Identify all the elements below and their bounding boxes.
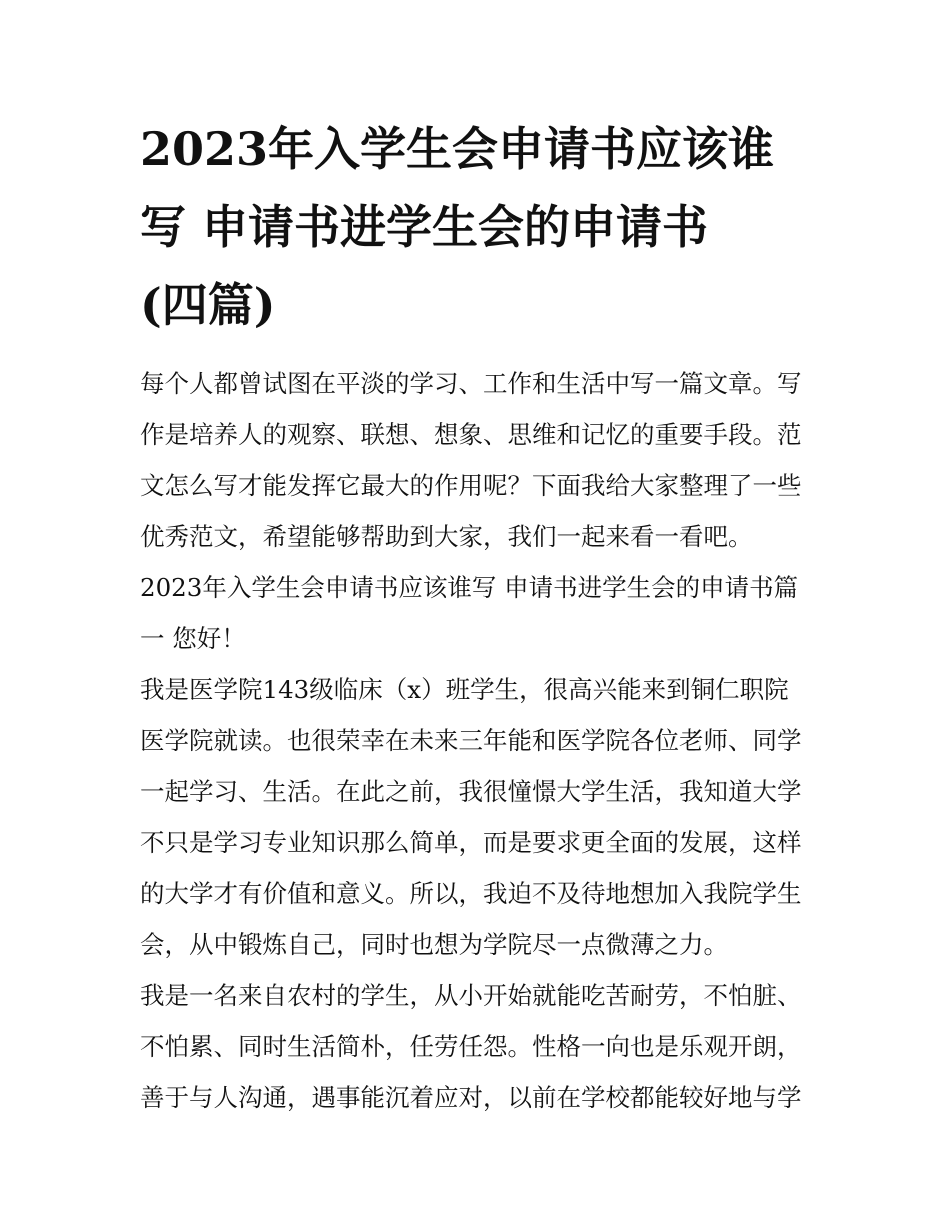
title-line: (四篇): [140, 278, 276, 332]
text-line: 文怎么写才能发挥它最大的作用呢？下面我给大家整理了一些: [140, 471, 802, 500]
text-line: 一 您好！: [140, 624, 246, 653]
section-heading: [140, 562, 820, 664]
text-line: 善于与人沟通，遇事能沉着应对，以前在学校都能较好地与学: [140, 1083, 802, 1112]
text-line: 每个人都曾试图在平淡的学习、工作和生活中写一篇文章。写: [140, 369, 802, 398]
text-line: 一起学习、生活。在此之前，我很憧憬大学生活，我知道大学: [140, 777, 802, 806]
text-line: 2023年入学生会申请书应该谁写 申请书进学生会的申请书篇: [140, 573, 799, 602]
text-line: 作是培养人的观察、联想、想象、思维和记忆的重要手段。范: [140, 420, 802, 449]
text-line: 会，从中锻炼自己，同时也想为学院尽一点微薄之力。: [140, 930, 728, 959]
text-line: 不只是学习专业知识那么简单，而是要求更全面的发展，这样: [140, 828, 802, 857]
title-line: 2023年入学生会申请书应该谁: [140, 122, 775, 176]
intro-paragraph: [140, 358, 820, 562]
text-line: 我是一名来自农村的学生，从小开始就能吃苦耐劳，不怕脏、: [140, 981, 802, 1010]
body-paragraph-1: [140, 664, 820, 970]
title-line: 写 申请书进学生会的申请书: [140, 200, 709, 254]
text-line: 医学院就读。也很荣幸在未来三年能和医学院各位老师、同学: [140, 726, 802, 755]
text-line: 优秀范文，希望能够帮助到大家，我们一起来看一看吧。: [140, 522, 753, 551]
text-line: 的大学才有价值和意义。所以，我迫不及待地想加入我院学生: [140, 879, 802, 908]
document-page: [140, 110, 820, 1123]
text-line: 不怕累、同时生活简朴，任劳任怨。性格一向也是乐观开朗，: [140, 1032, 802, 1061]
document-title: [140, 110, 820, 344]
text-line: 我是医学院143级临床（x）班学生，很高兴能来到铜仁职院: [140, 675, 789, 704]
body-paragraph-2: [140, 970, 820, 1123]
